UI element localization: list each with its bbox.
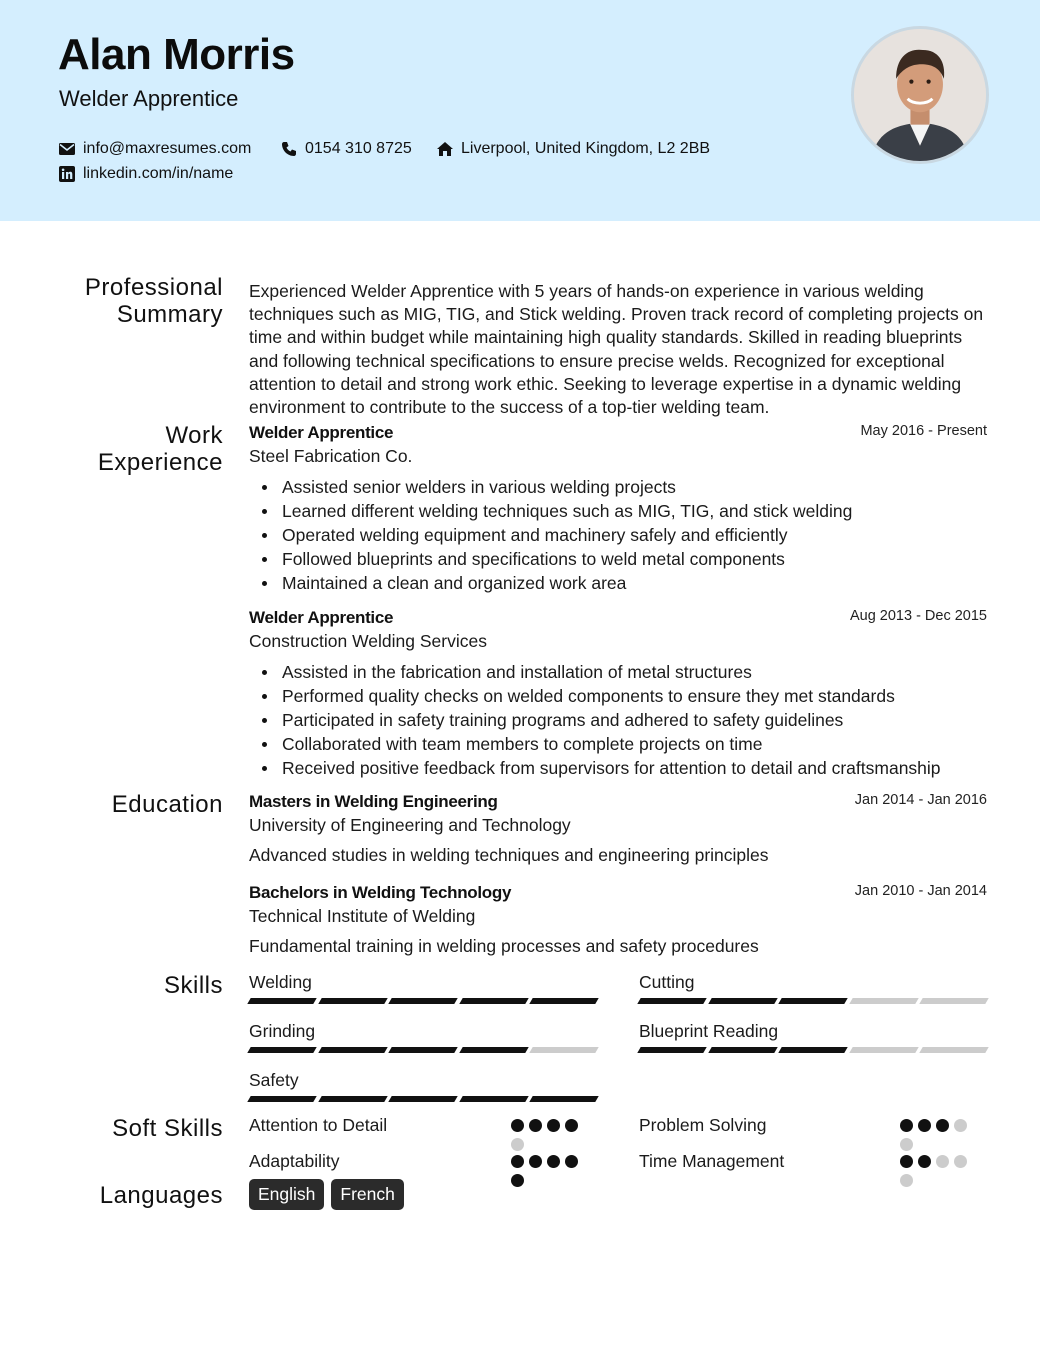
home-icon (437, 141, 453, 157)
skill-item (249, 1021, 597, 1053)
skill-bar-segment (459, 1096, 528, 1102)
section-title-education: Education (111, 791, 223, 818)
rating-dot (918, 1155, 931, 1168)
soft-skill-rating (900, 1119, 976, 1151)
soft-skill-name: Attention to Detail (249, 1115, 388, 1135)
skill-item (639, 1021, 987, 1053)
education-date: Jan 2014 - Jan 2016 (854, 792, 987, 808)
phone-icon (281, 141, 297, 157)
job-bullet: Performed quality checks on welded components to ensure they met standards (249, 684, 987, 708)
job-title: Welder Apprentice (249, 423, 394, 442)
candidate-name: Alan Morris (58, 30, 295, 79)
degree-title: Masters in Welding Engineering (249, 792, 498, 811)
skill-bar-segment (920, 1047, 989, 1053)
skill-bar-segment (849, 1047, 918, 1053)
job-bullet: Collaborated with team members to complete projects on time (249, 732, 987, 756)
skill-bar-segment (849, 998, 918, 1004)
skill-bar-segment (708, 998, 777, 1004)
skill-bar (249, 998, 597, 1004)
skill-bar-segment (247, 1096, 316, 1102)
skill-name: Grinding (249, 1021, 316, 1041)
rating-dot (900, 1174, 913, 1187)
skill-bar-segment (530, 1047, 599, 1053)
skill-bar-segment (318, 1047, 387, 1053)
rating-dot (900, 1119, 913, 1132)
rating-dot (565, 1155, 578, 1168)
language-tag: English (249, 1179, 324, 1210)
soft-skill-rating (511, 1119, 587, 1151)
soft-skill-rating (511, 1155, 587, 1187)
linkedin-text: linkedin.com/in/name (83, 165, 234, 182)
envelope-icon (59, 141, 75, 157)
skill-bar-segment (247, 1047, 316, 1053)
job-bullet: Received positive feedback from supervisors for attention to detail and craftsmanship (249, 756, 987, 780)
rating-dot (900, 1155, 913, 1168)
job-company: Steel Fabrication Co. (249, 446, 413, 466)
skill-bar-segment (530, 998, 599, 1004)
school-name: University of Engineering and Technology (249, 815, 571, 835)
rating-dot (511, 1119, 524, 1132)
skill-bar-segment (778, 1047, 847, 1053)
email-text: info@maxresumes.com (83, 140, 252, 157)
skill-name: Blueprint Reading (639, 1021, 779, 1041)
job-bullet: Assisted in the fabrication and installation of metal structures (249, 660, 987, 684)
skill-bar-segment (459, 998, 528, 1004)
education-item (249, 883, 987, 957)
skill-bar-segment (318, 1096, 387, 1102)
rating-dot (954, 1155, 967, 1168)
job-bullets (249, 475, 987, 595)
skill-item (249, 972, 597, 1004)
skill-bar (249, 1047, 597, 1053)
summary-text: Experienced Welder Apprentice with 5 years of hands-on experience in various welding techniques such as MIG, TIG, and Stick welding. Proven track record of completing projects on time and within budget while maintaining high quality standards. Skilled in reading blueprints and following technical specifications to ensure precise welds. Recognized for exceptional attention to detail and strong work ethic. Seeking to leverage expertise in a dynamic welding environment to contribute to the success of a top-tier welding team. (249, 281, 984, 418)
profile-photo (851, 26, 989, 164)
soft-skill-name: Adaptability (249, 1151, 340, 1171)
soft-skill-name: Time Management (639, 1151, 785, 1171)
job-company: Construction Welding Services (249, 631, 487, 651)
skill-bar-segment (388, 998, 457, 1004)
rating-dot (900, 1138, 913, 1151)
section-title-experience: Work Experience (97, 422, 223, 476)
job-date: May 2016 - Present (860, 423, 987, 439)
rating-dot (936, 1119, 949, 1132)
skill-item (249, 1070, 597, 1102)
skill-bar (249, 1096, 597, 1102)
job-date: Aug 2013 - Dec 2015 (849, 608, 987, 624)
phone-text: 0154 310 8725 (305, 140, 412, 157)
language-list (249, 1179, 404, 1210)
location-contact (437, 140, 710, 158)
job-bullet: Operated welding equipment and machinery safely and efficiently (249, 523, 987, 547)
candidate-title: Welder Apprentice (59, 86, 239, 111)
location-text: Liverpool, United Kingdom, L2 2BB (461, 140, 711, 157)
education-description: Fundamental training in welding processes and safety procedures (249, 936, 759, 956)
experience-item (249, 608, 987, 780)
skill-bar-segment (318, 998, 387, 1004)
job-bullet: Learned different welding techniques such as MIG, TIG, and stick welding (249, 499, 987, 523)
rating-dot (547, 1155, 560, 1168)
job-title: Welder Apprentice (249, 608, 394, 627)
section-title-summary: Professional Summary (84, 274, 223, 328)
job-bullet: Maintained a clean and organized work area (249, 571, 987, 595)
skill-bar-segment (530, 1096, 599, 1102)
job-bullet: Followed blueprints and specifications to weld metal components (249, 547, 987, 571)
skill-bar-segment (459, 1047, 528, 1053)
rating-dot (918, 1119, 931, 1132)
skill-bar-segment (388, 1047, 457, 1053)
skill-bar-segment (388, 1096, 457, 1102)
rating-dot (565, 1119, 578, 1132)
skill-bar-segment (708, 1047, 777, 1053)
rating-dot (547, 1119, 560, 1132)
skill-bar-segment (778, 998, 847, 1004)
skill-bar-segment (637, 998, 706, 1004)
skill-name: Welding (249, 972, 312, 992)
rating-dot (529, 1155, 542, 1168)
experience-item (249, 423, 987, 595)
skill-item (639, 972, 987, 1004)
education-item (249, 792, 987, 866)
rating-dot (511, 1174, 524, 1187)
skill-name: Cutting (639, 972, 695, 992)
email-contact[interactable] (59, 140, 251, 158)
school-name: Technical Institute of Welding (249, 906, 476, 926)
degree-title: Bachelors in Welding Technology (249, 883, 512, 902)
phone-contact[interactable] (281, 140, 412, 158)
skill-bar (639, 998, 987, 1004)
skill-bar-segment (920, 998, 989, 1004)
soft-skill-name: Problem Solving (639, 1115, 767, 1135)
job-bullet: Assisted senior welders in various welding projects (249, 475, 987, 499)
linkedin-contact[interactable] (59, 165, 233, 183)
section-title-soft-skills: Soft Skills (112, 1115, 223, 1142)
linkedin-icon (59, 166, 75, 182)
job-bullet: Participated in safety training programs and adhered to safety guidelines (249, 708, 987, 732)
rating-dot (511, 1138, 524, 1151)
education-description: Advanced studies in welding techniques and engineering principles (249, 845, 769, 865)
skill-bar-segment (637, 1047, 706, 1053)
soft-skill-rating (900, 1155, 976, 1187)
skill-bar (639, 1047, 987, 1053)
rating-dot (954, 1119, 967, 1132)
section-title-skills: Skills (163, 972, 223, 999)
language-tag: French (331, 1179, 403, 1210)
education-date: Jan 2010 - Jan 2014 (854, 883, 987, 899)
rating-dot (511, 1155, 524, 1168)
section-title-languages: Languages (99, 1182, 223, 1209)
skill-bar-segment (247, 998, 316, 1004)
rating-dot (936, 1155, 949, 1168)
job-bullets (249, 660, 987, 780)
skill-name: Safety (249, 1070, 299, 1090)
rating-dot (529, 1119, 542, 1132)
